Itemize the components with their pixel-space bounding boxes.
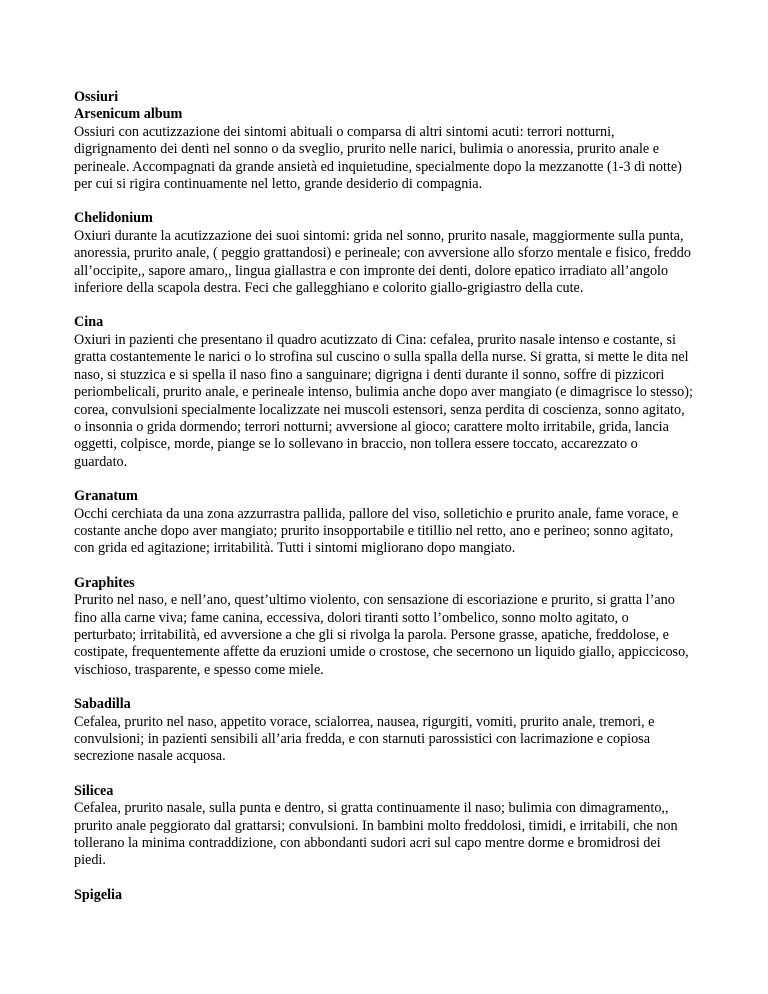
section-heading: Silicea — [74, 782, 114, 799]
section-silicea — [74, 783, 694, 870]
section-text: Oxiuri durante la acutizzazione dei suoi sintomi: grida nel sonno, prurito nasale, maggiormente sulla punta, anoressia, prurito anale, ( peggio grattandosi) e perineale; con avversione allo sforzo mentale e fisico, freddo all’occipite,, sapore amaro,, lingua giallastra e con impronte dei denti, dolore epatico irradiato all’angolo inferiore della scapola destra. Feci che gallegghiano e colorito giallo-grigiastro della cute. — [74, 227, 691, 297]
section-heading: Arsenicum album — [74, 106, 183, 123]
section-text: Cefalea, prurito nel naso, appetito vorace, scialorrea, nausea, rigurgiti, vomiti, prurito anale, tremori, e convulsioni; in pazienti sensibili all’aria fredda, e con starnuti parossistici con lacrimazione e copiosa secrezione nasale acquosa. — [74, 713, 655, 765]
section-chelidonium — [74, 210, 694, 297]
section-heading: Graphites — [74, 574, 135, 591]
section-text: Occhi cerchiata da una zona azzurrastra pallida, pallore del viso, solletichio e prurito anale, fame vorace, e costante anche dopo aver mangiato; prurito insopportabile e titillio nel retto, ano e perineo; sonno agitato, con grida ed agitazione; irritabilità. Tutti i sintomi migliorano dopo mangiato. — [74, 505, 679, 557]
section-heading: Granatum — [74, 488, 138, 505]
document-title: Ossiuri — [74, 89, 119, 105]
section-heading: Sabadilla — [74, 696, 131, 713]
section-heading: Cina — [74, 314, 104, 331]
section-text: Prurito nel naso, e nell’ano, quest’ultimo violento, con sensazione di escoriazione e prurito, si gratta l’ano fino alla carne viva; fame canina, eccessiva, dolori tiranti sotto l’ombelico, sonno molto agitato, o perturbato; irritabilità, ed avversione a che gli si rivolga la parola. Persone grasse, apatiche, freddolose, e costipate, frequentemente affette da eruzioni umide o crostose, che secernono un liquido giallo, appiccicoso, vischioso, trasparente, e spesso come miele. — [74, 592, 689, 678]
section-heading: Chelidonium — [74, 210, 153, 227]
section-text: Oxiuri in pazienti che presentano il quadro acutizzato di Cina: cefalea, prurito nasale intenso e costante, si gratta costantemente le narici o lo strofina sul cuscino o sulla spalla della nurse. Si gratta, si mette le dita nel naso, si stuzzica e si spella il naso fino a sanguinare; digrigna i denti durante il sonno, soffre di pizzicori periombelicali, prurito anale, e perineale intenso, bulimia anche dopo aver mangiato (e dimagrisce lo stesso); corea, convulsioni specialmente localizzate nei muscoli estensori, senza perdita di coscienza, sonno agitato, o insonnia o grida dormendo; terrori notturni; avversione al gioco; carattere molto irritabile, grida, lancia oggetti, colpisce, morde, piange se lo sollevano in braccio, non tollera essere toccato, accarezzato o guardato. — [74, 331, 693, 470]
section-text: Cefalea, prurito nasale, sulla punta e dentro, si gratta continuamente il naso; bulimia con dimagramento,, prurito anale peggiorato dal grattarsi; convulsioni. In bambini molto freddolosi, timidi, e irritabili, che non tollerano la minima contraddizione, con abbondanti sudori acri sul capo mentre dorme e bromidrosi dei piedi. — [74, 800, 678, 869]
section-graphites — [74, 575, 694, 679]
section-sabadilla — [74, 696, 694, 766]
section-arsenicum-album — [74, 106, 694, 193]
section-cina — [74, 314, 694, 471]
section-spigelia — [74, 887, 694, 904]
section-granatum — [74, 488, 694, 558]
section-text: Ossiuri con acutizzazione dei sintomi abituali o comparsa di altri sintomi acuti: terrori notturni, digrignamento dei denti nel sonno o da sveglio, prurito nelle narici, bulimia o anoressia, prurito anale e perineale. Accompagnati da grande ansietà ed inquietudine, specialmente dopo la mezzanotte (1-3 di notte) per cui si rigira continuamente nel letto, grande desiderio di compagnia. — [74, 123, 682, 193]
section-heading: Spigelia — [74, 886, 123, 903]
